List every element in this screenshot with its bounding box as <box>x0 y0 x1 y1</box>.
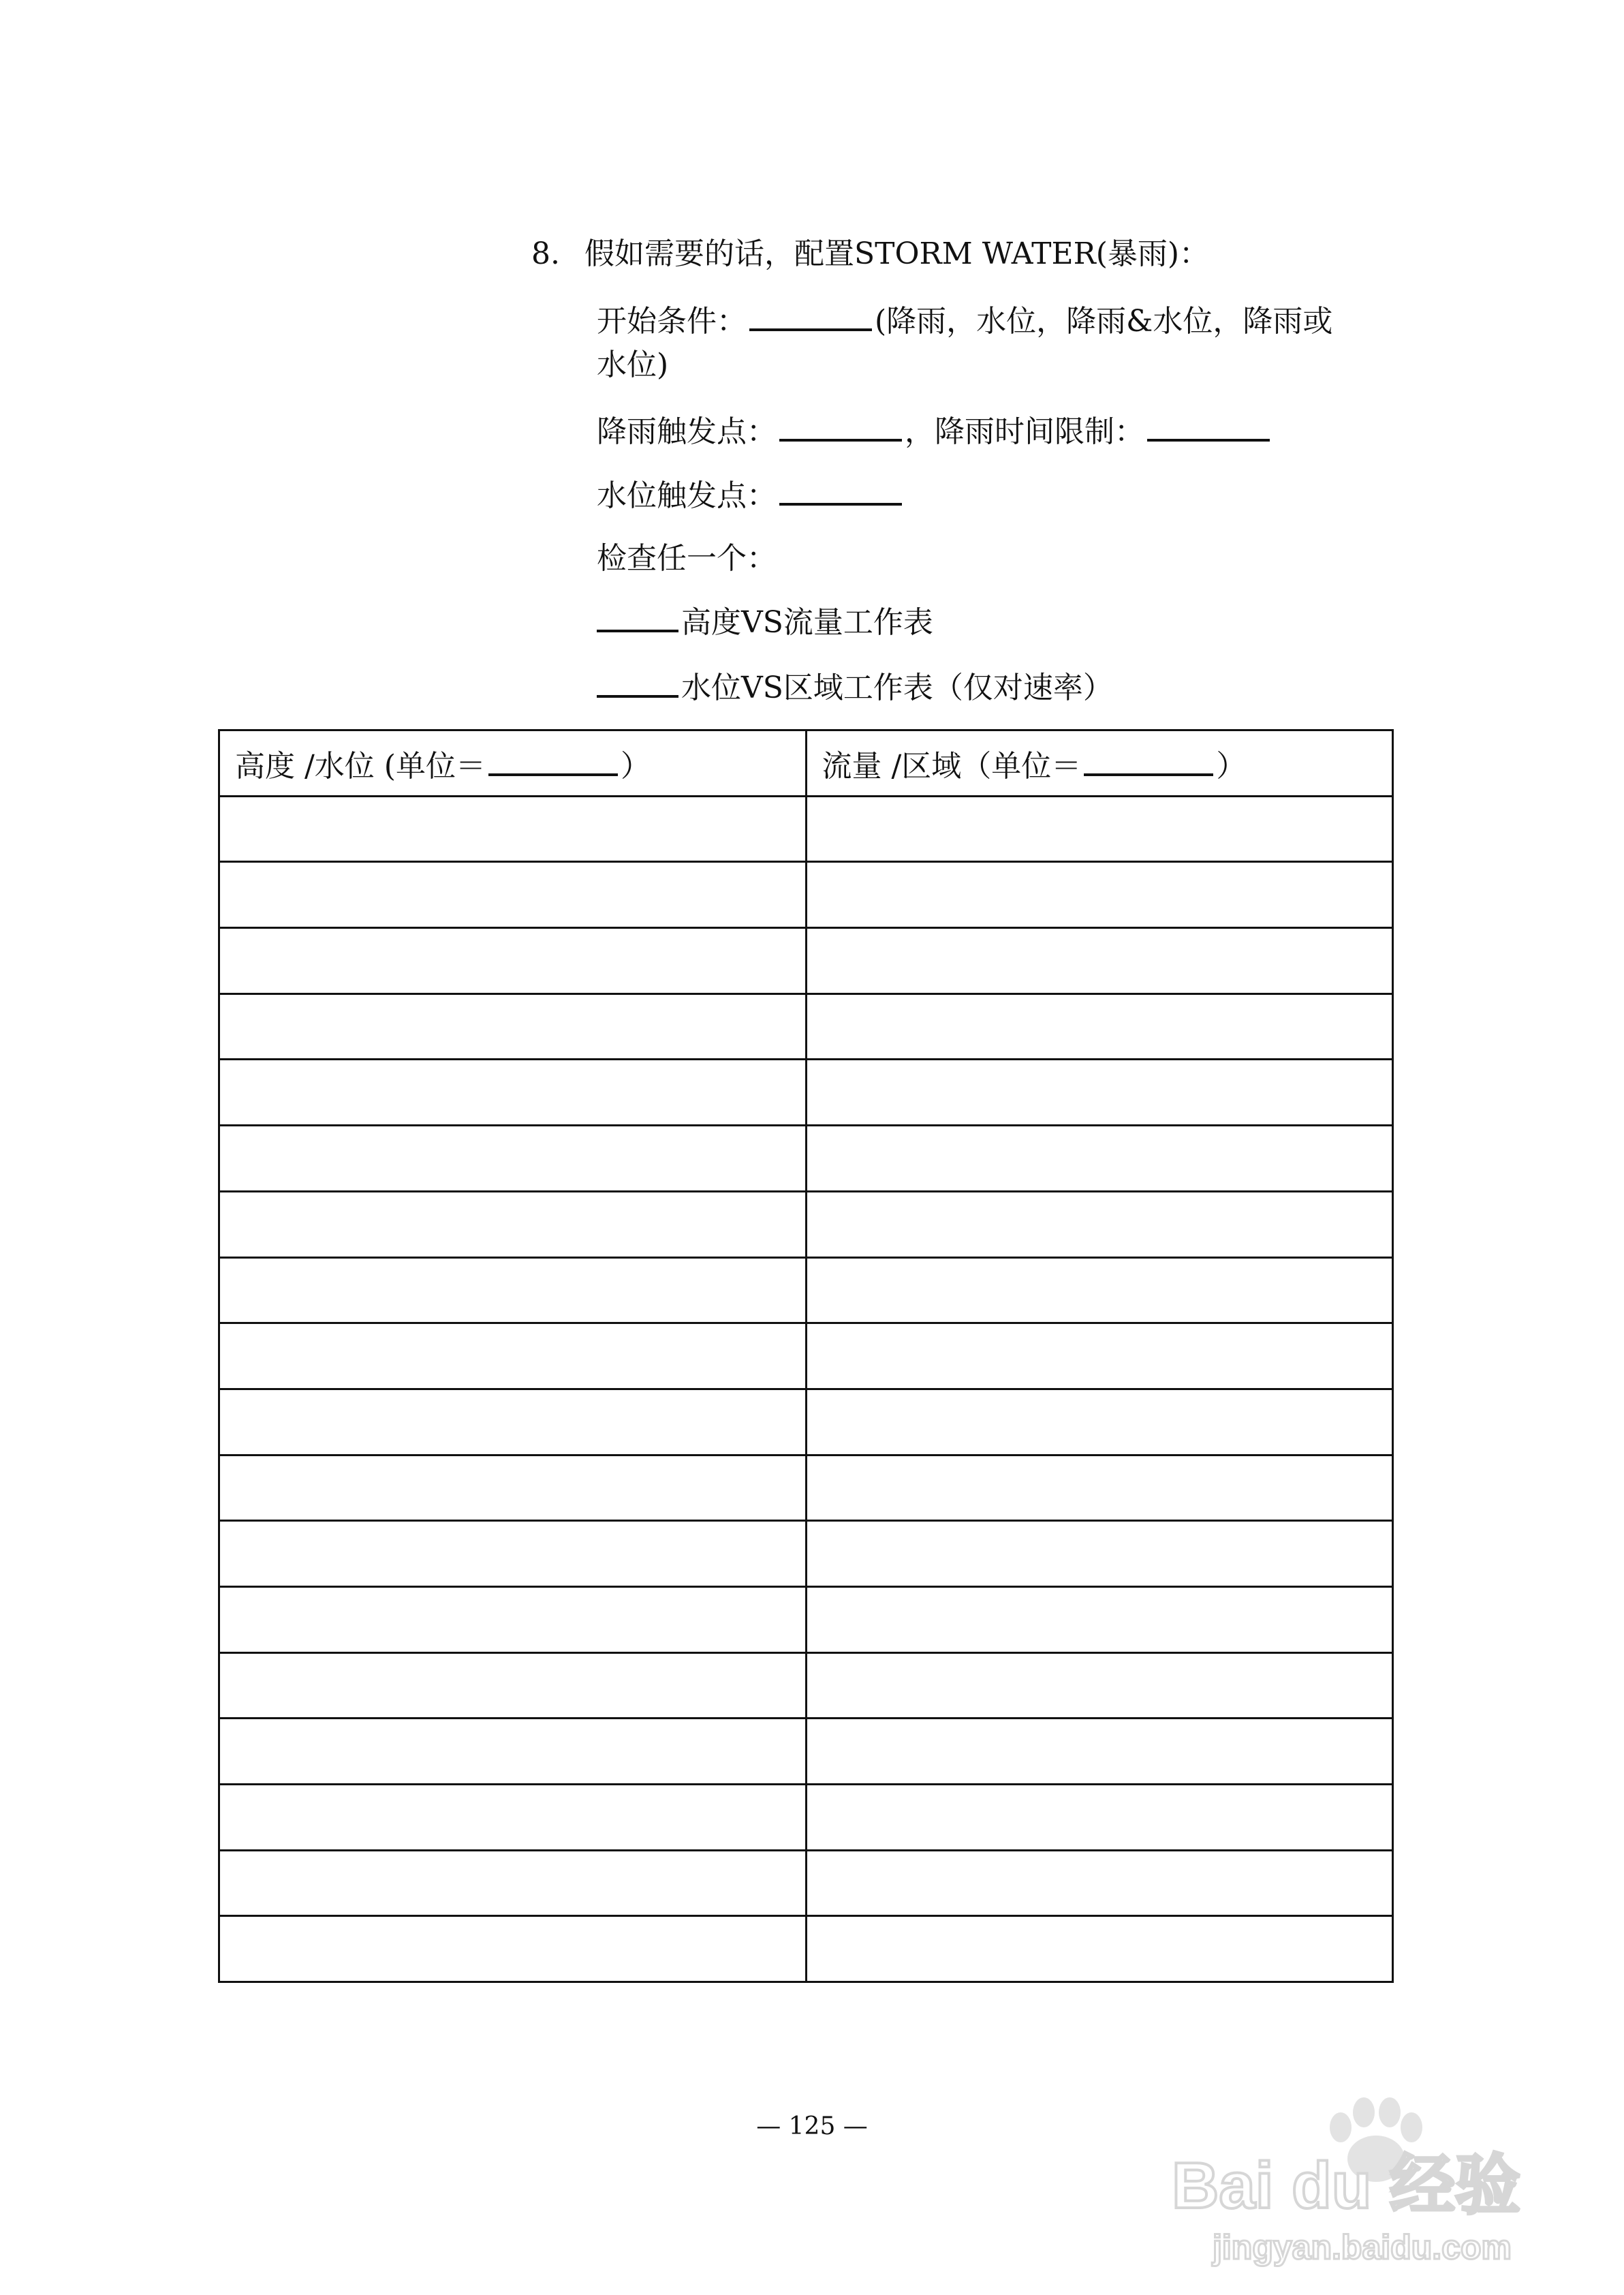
table-cell[interactable] <box>219 1850 807 1916</box>
table-row <box>219 796 1393 862</box>
table-cell[interactable] <box>219 1586 807 1652</box>
table-cell[interactable] <box>806 1191 1393 1257</box>
rain-trigger-line <box>597 412 1272 451</box>
table-cell[interactable] <box>219 1257 807 1323</box>
table-cell[interactable] <box>219 1455 807 1521</box>
option-height-flow-blank[interactable] <box>597 602 678 632</box>
table-header-row <box>219 730 1393 797</box>
table-row <box>219 1323 1393 1389</box>
start-condition-blank[interactable] <box>749 301 872 331</box>
table-row <box>219 1126 1393 1192</box>
table-cell[interactable] <box>219 1521 807 1587</box>
table-cell[interactable] <box>219 796 807 862</box>
check-one-label: 检查任一个： <box>597 541 777 576</box>
level-trigger-line <box>597 476 905 515</box>
table-row <box>219 994 1393 1060</box>
start-condition-options: (降雨，水位，降雨&水位，降雨或 <box>875 304 1333 339</box>
option-level-area-text: 水位VS区域工作表（仅对速率） <box>681 671 1113 705</box>
table-cell[interactable] <box>806 994 1393 1060</box>
table-row <box>219 928 1393 994</box>
start-condition-label: 开始条件： <box>597 304 747 339</box>
item-heading <box>531 235 1209 273</box>
table-cell[interactable] <box>806 1521 1393 1587</box>
table-cell[interactable] <box>806 1257 1393 1323</box>
table-cell[interactable] <box>219 1191 807 1257</box>
rain-time-limit-blank[interactable] <box>1147 412 1270 442</box>
table-row <box>219 1719 1393 1785</box>
table-cell[interactable] <box>806 862 1393 928</box>
table-cell[interactable] <box>219 994 807 1060</box>
table-row <box>219 1389 1393 1455</box>
table-cell[interactable] <box>219 1719 807 1785</box>
col2-header <box>806 730 1393 797</box>
table-cell[interactable] <box>806 1916 1393 1982</box>
rain-trigger-blank[interactable] <box>779 412 902 442</box>
table-row <box>219 1785 1393 1851</box>
table-row <box>219 1850 1393 1916</box>
watermark-url: jingyan.baidu.com <box>1213 2228 1512 2266</box>
table-cell[interactable] <box>806 1850 1393 1916</box>
table-cell[interactable] <box>219 1652 807 1719</box>
table-cell[interactable] <box>806 1126 1393 1192</box>
check-one-line <box>597 540 777 578</box>
table-cell[interactable] <box>806 1785 1393 1851</box>
table-cell[interactable] <box>219 1389 807 1455</box>
start-condition-options-2: 水位) <box>597 348 669 382</box>
item-number: 8. <box>531 236 560 271</box>
col2-header-close: ） <box>1216 748 1247 784</box>
level-trigger-label: 水位触发点： <box>597 478 777 513</box>
col2-unit-blank[interactable] <box>1084 749 1213 776</box>
table-cell[interactable] <box>219 1060 807 1126</box>
rain-time-limit-label: 降雨时间限制： <box>935 414 1144 449</box>
table-cell[interactable] <box>219 1785 807 1851</box>
table-cell[interactable] <box>219 862 807 928</box>
option-height-flow <box>597 602 933 642</box>
table-cell[interactable] <box>806 928 1393 994</box>
table-cell[interactable] <box>806 796 1393 862</box>
table-cell[interactable] <box>806 1389 1393 1455</box>
level-trigger-blank[interactable] <box>779 476 902 506</box>
item-title: 假如需要的话，配置STORM WATER(暴雨)： <box>584 236 1210 271</box>
table-cell[interactable] <box>806 1323 1393 1389</box>
option-level-area <box>597 668 1113 707</box>
col1-header-close: ） <box>620 748 651 784</box>
table-row <box>219 1257 1393 1323</box>
table-row <box>219 1191 1393 1257</box>
table-cell[interactable] <box>806 1060 1393 1126</box>
table-row <box>219 1521 1393 1587</box>
table-cell[interactable] <box>806 1455 1393 1521</box>
table-row <box>219 1586 1393 1652</box>
col1-header-label: 高度 /水位 (单位＝ <box>235 748 486 784</box>
option-height-flow-text: 高度VS流量工作表 <box>681 605 933 640</box>
start-condition-line <box>597 301 1332 341</box>
rain-trigger-label: 降雨触发点： <box>597 414 777 449</box>
col2-header-label: 流量 /区域（单位＝ <box>822 748 1082 784</box>
baidu-watermark <box>1165 2085 1546 2276</box>
table-cell[interactable] <box>806 1652 1393 1719</box>
table-cell[interactable] <box>219 928 807 994</box>
table-row <box>219 862 1393 928</box>
start-condition-line-2 <box>597 346 668 384</box>
table-cell[interactable] <box>219 1126 807 1192</box>
table-row <box>219 1652 1393 1719</box>
table-row <box>219 1916 1393 1982</box>
table-row <box>219 1455 1393 1521</box>
table-cell[interactable] <box>806 1586 1393 1652</box>
col1-unit-blank[interactable] <box>488 749 618 776</box>
col1-header <box>219 730 807 797</box>
table-cell[interactable] <box>806 1719 1393 1785</box>
table-cell[interactable] <box>219 1323 807 1389</box>
rain-trigger-sep: ， <box>905 414 935 449</box>
worksheet-table <box>218 729 1394 1983</box>
table-row <box>219 1060 1393 1126</box>
option-level-area-blank[interactable] <box>597 668 678 698</box>
page-number: — 125 — <box>756 2112 868 2140</box>
table-cell[interactable] <box>219 1916 807 1982</box>
watermark-brand: Bai du 经验 <box>1172 2149 1521 2222</box>
